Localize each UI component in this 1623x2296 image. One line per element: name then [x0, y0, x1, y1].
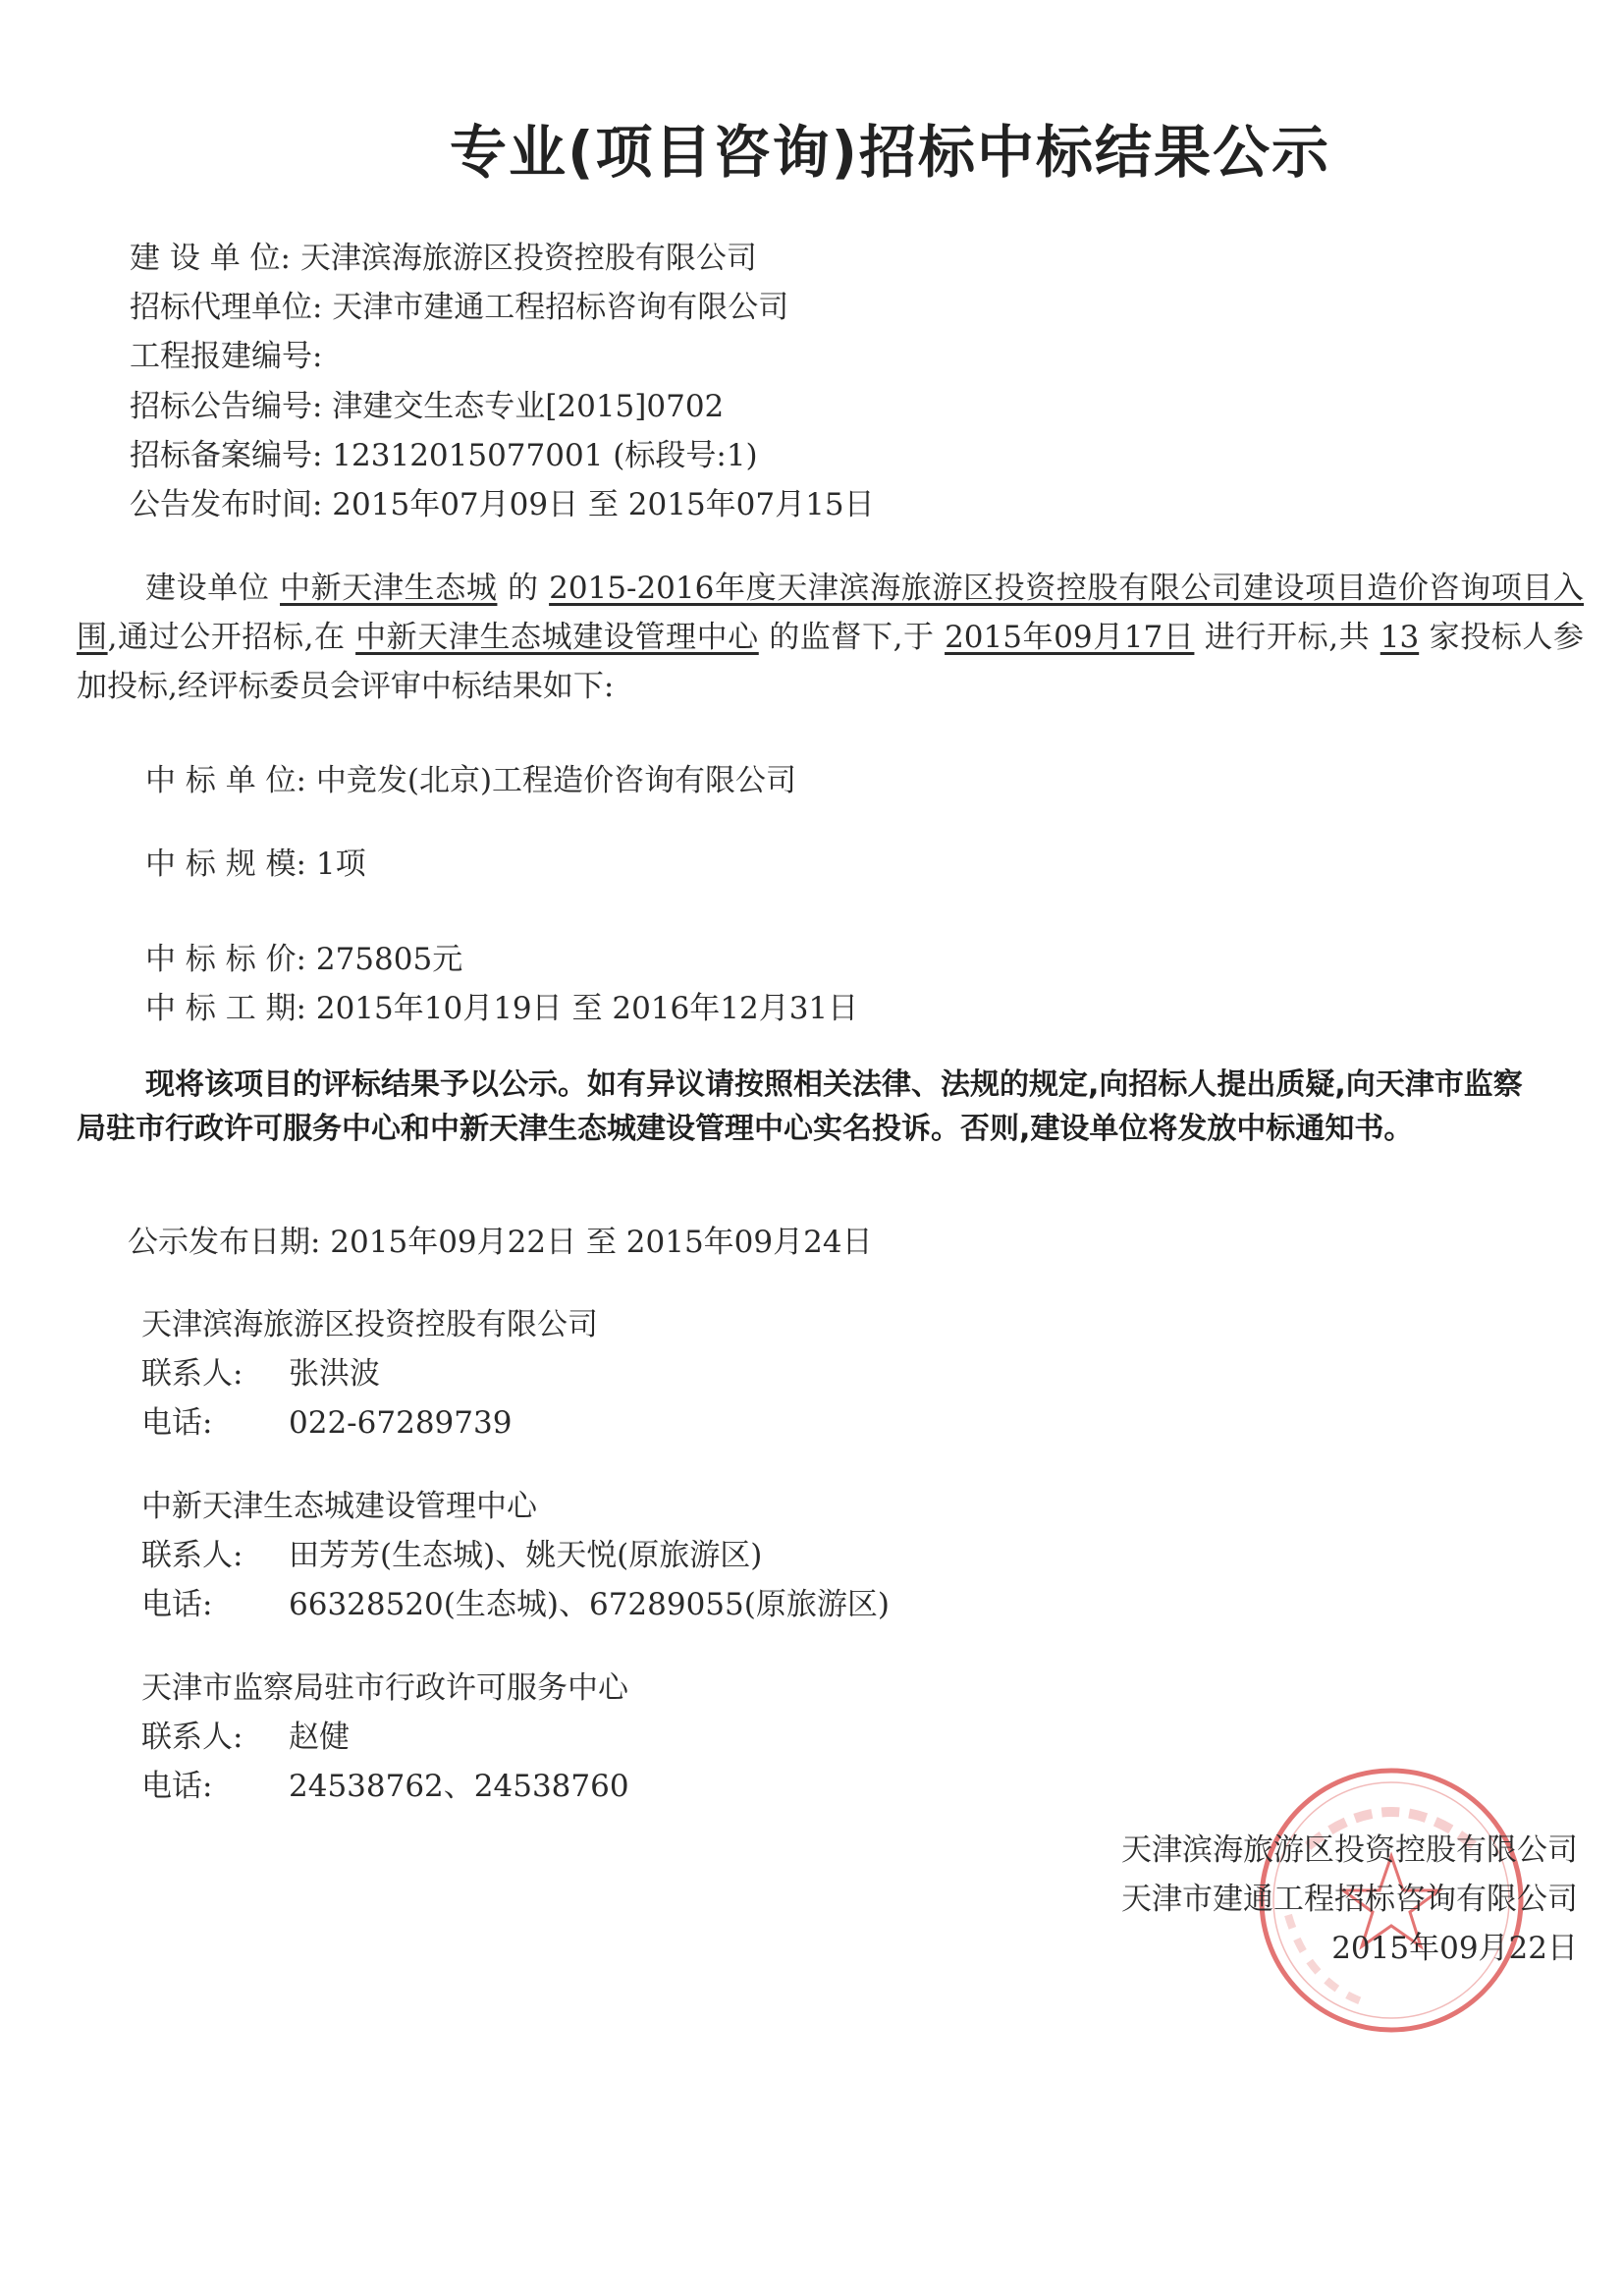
- contact-person: 赵健: [289, 1720, 350, 1755]
- signature-org-2: 天津市建通工程招标咨询有限公司: [1121, 1882, 1578, 1917]
- bidder-count: 13: [1380, 620, 1420, 655]
- contact-person-label: 联系人:: [141, 1720, 243, 1755]
- contact-phone-label: 电话:: [141, 1769, 213, 1804]
- intro-text-2: 的: [507, 571, 539, 606]
- contact-phone: 24538762、24538760: [289, 1769, 629, 1804]
- contact-phone-label: 电话:: [141, 1587, 213, 1622]
- period-line: 中 标 工 期: 2015年10月19日 至 2016年12月31日: [145, 991, 859, 1026]
- contact-person-row-1: [141, 1356, 380, 1392]
- open-date: 2015年09月17日: [945, 620, 1195, 655]
- price-line: 中 标 标 价: 275805元: [145, 942, 463, 977]
- intro-paragraph: [77, 564, 1584, 711]
- agent-line: 招标代理单位: 天津市建通工程招标咨询有限公司: [130, 290, 789, 325]
- contact-phone-row-3: [141, 1769, 629, 1804]
- supervisor-name: 中新天津生态城建设管理中心: [355, 620, 759, 655]
- winner-line: 中 标 单 位: 中竞发(北京)工程造价咨询有限公司: [145, 763, 797, 798]
- announcement-paragraph: 现将该项目的评标结果予以公示。如有异议请按照相关法律、法规的规定,向招标人提出质疑,向天津市监察局驻市行政许可服务中心和中新天津生态城建设管理中心实名投诉。否则,建设单位将发放中标通知书。: [77, 1067, 1523, 1146]
- signature-org-1: 天津滨海旅游区投资控股有限公司: [1121, 1832, 1578, 1868]
- record-no-line: 招标备案编号: 12312015077001 (标段号:1): [130, 438, 758, 473]
- signature-date: 2015年09月22日: [1331, 1931, 1578, 1966]
- contact-person: 张洪波: [289, 1356, 380, 1392]
- project-no-line: 工程报建编号:: [130, 339, 323, 374]
- intro-text-5: 进行开标,共: [1204, 620, 1371, 655]
- contact-person: 田芳芳(生态城)、姚天悦(原旅游区): [289, 1538, 763, 1573]
- publicity-date-line: 公示发布日期: 2015年09月22日 至 2015年09月24日: [128, 1225, 873, 1260]
- contact-phone: 022-67289739: [289, 1405, 513, 1441]
- intro-text-6: 家投标人参加投标,经评标委员会评审中标结果如下:: [77, 620, 1585, 704]
- contact-person-label: 联系人:: [141, 1356, 243, 1392]
- notice-no-line: 招标公告编号: 津建交生态专业[2015]0702: [130, 389, 725, 424]
- intro-text-3: ,通过公开招标,在: [107, 620, 346, 655]
- intro-text-1: 建设单位: [145, 571, 270, 606]
- intro-text-4: 的监督下,于: [769, 620, 935, 655]
- document-title: 专业(项目咨询)招标中标结果公示: [449, 119, 1331, 186]
- contact-phone: 66328520(生态城)、67289055(原旅游区): [289, 1587, 890, 1622]
- publish-time-line: 公告发布时间: 2015年07月09日 至 2015年07月15日: [130, 487, 875, 522]
- contact-person-label: 联系人:: [141, 1538, 243, 1573]
- contact-org-3: 天津市监察局驻市行政许可服务中心: [141, 1670, 628, 1706]
- contact-phone-label: 电话:: [141, 1405, 213, 1441]
- contact-phone-row-2: [141, 1587, 890, 1622]
- contact-person-row-3: [141, 1720, 350, 1755]
- scale-line: 中 标 规 模: 1项: [145, 847, 366, 882]
- contact-phone-row-1: [141, 1405, 513, 1441]
- builder-name: 中新天津生态城: [280, 571, 498, 606]
- builder-line: 建 设 单 位: 天津滨海旅游区投资控股有限公司: [130, 241, 757, 276]
- contact-org-2: 中新天津生态城建设管理中心: [141, 1489, 537, 1524]
- project-name: 2015-2016年度天津滨海旅游区投资控股有限公司建设项目造价咨询项目入围: [77, 571, 1585, 655]
- contact-org-1: 天津滨海旅游区投资控股有限公司: [141, 1307, 598, 1342]
- contact-person-row-2: [141, 1538, 763, 1573]
